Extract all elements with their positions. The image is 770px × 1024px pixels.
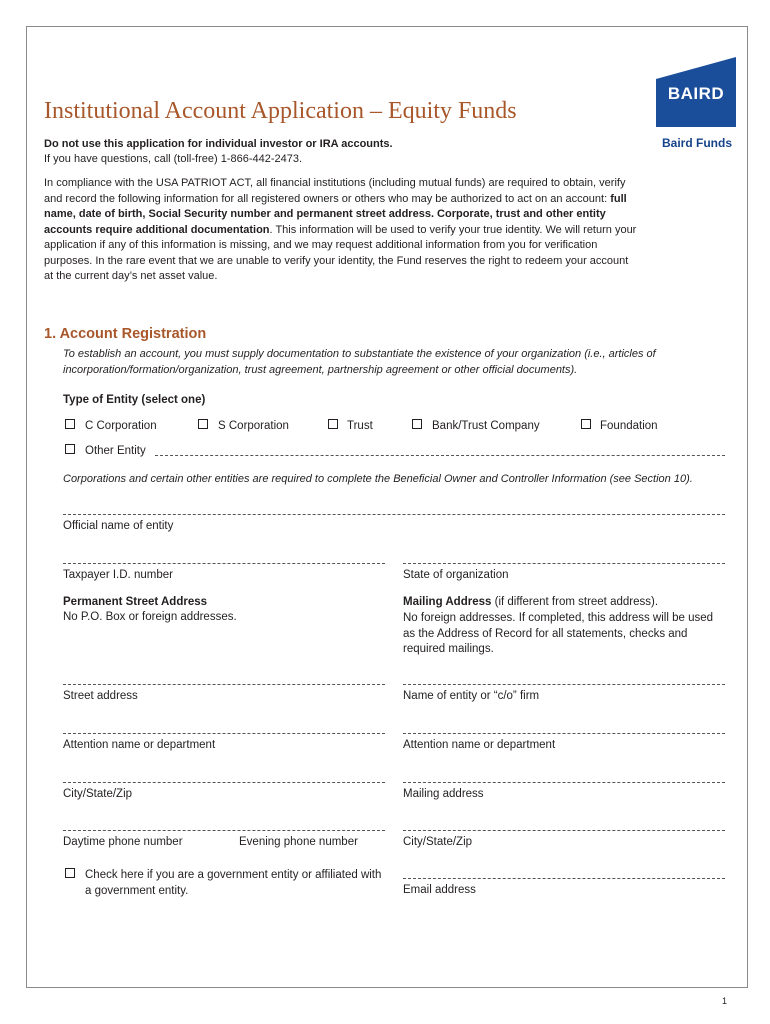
phone-line[interactable] — [63, 830, 385, 831]
page-title: Institutional Account Application – Equity Funds — [44, 98, 517, 124]
mailing-address-hint: (if different from street address). — [494, 596, 659, 608]
entity-type-hint: (select one) — [141, 394, 206, 406]
entity-type-title: Type of Entity — [63, 394, 139, 406]
city-right-label: City/State/Zip — [403, 836, 473, 848]
mailing-address-label: Mailing address — [403, 788, 484, 800]
attention-left-line[interactable] — [63, 733, 385, 734]
trust-label: Trust — [347, 420, 373, 432]
entity-name-line[interactable] — [403, 684, 725, 685]
official-name-line[interactable] — [63, 514, 725, 515]
state-org-label: State of organization — [403, 569, 509, 581]
state-org-line[interactable] — [403, 563, 725, 564]
other-entity-line[interactable] — [155, 455, 725, 456]
patriot-act-intro — [44, 176, 640, 285]
street-address-label: Street address — [63, 690, 138, 702]
bank-label: Bank/Trust Company — [432, 420, 540, 432]
city-left-line[interactable] — [63, 782, 385, 783]
c-corp-label: C Corporation — [85, 420, 157, 432]
email-label: Email address — [403, 884, 476, 896]
taxpayer-id-line[interactable] — [63, 563, 385, 564]
mailing-address-note: No foreign addresses. If completed, this address will be used as the Address of Record for all statements, checks and required mailings. — [403, 612, 714, 655]
beneficial-owner-note: Corporations and certain other entities are required to complete the Beneficial Owner and Controller Information (see Section 10). — [63, 473, 693, 485]
government-entity-checkbox[interactable] — [65, 868, 75, 878]
other-entity-label: Other Entity — [85, 445, 146, 457]
mailing-address-line[interactable] — [403, 782, 725, 783]
bank-checkbox[interactable] — [412, 419, 422, 429]
mailing-address-header — [403, 596, 658, 608]
section-instructions: To establish an account, you must supply documentation to substantiate the existence of your organization (i.e., articles of incorporation/formation/organization, trust agreement, partnership agreement or other official documents). — [63, 348, 656, 376]
email-line[interactable] — [403, 878, 725, 879]
trust-checkbox[interactable] — [328, 419, 338, 429]
mailing-address-title: Mailing Address — [403, 596, 492, 608]
s-corp-checkbox[interactable] — [198, 419, 208, 429]
notice-phone: If you have questions, call (toll-free) 1-866-442-2473. — [44, 153, 303, 165]
entity-type-label — [63, 393, 205, 409]
other-entity-checkbox[interactable] — [65, 444, 75, 454]
official-name-label: Official name of entity — [63, 520, 174, 532]
entity-name-label: Name of entity or “c/o” firm — [403, 690, 540, 702]
intro-text-2: . This information will be used to verify your true identity. We will return your application if any of this information is missing, and we may request additional information from you for verification purposes. In the rare event that we are unable to verify your identity, the Fund reserves the right to redeem your account at the current day’s net asset value. — [44, 223, 637, 282]
attention-left-label: Attention name or department — [63, 739, 216, 751]
intro-text-1: In compliance with the USA PATRIOT ACT, all financial institutions (including mutual funds) are required to obtain, verify and record the following information for all registered owners or others who may be authorized to act on an account: — [44, 177, 626, 205]
logo-subtitle: Baird Funds — [661, 136, 732, 150]
foundation-checkbox[interactable] — [581, 419, 591, 429]
government-entity-label: Check here if you are a government entity or affiliated with a government entity. — [85, 869, 382, 897]
attention-right-label: Attention name or department — [403, 739, 556, 751]
section-title: 1. Account Registration — [44, 326, 207, 342]
notice-bold: Do not use this application for individual investor or IRA accounts. — [44, 138, 393, 150]
c-corp-checkbox[interactable] — [65, 419, 75, 429]
street-address-line[interactable] — [63, 684, 385, 685]
city-right-line[interactable] — [403, 830, 725, 831]
perm-address-title: Permanent Street Address — [63, 596, 208, 608]
taxpayer-id-label: Taxpayer I.D. number — [63, 569, 173, 581]
perm-address-note: No P.O. Box or foreign addresses. — [63, 611, 237, 623]
city-left-label: City/State/Zip — [63, 788, 133, 800]
page-number: 1 — [722, 996, 728, 1006]
daytime-phone-label: Daytime phone number — [63, 836, 183, 848]
evening-phone-label: Evening phone number — [239, 836, 358, 848]
foundation-label: Foundation — [600, 420, 658, 432]
s-corp-label: S Corporation — [218, 420, 289, 432]
logo-name: BAIRD — [667, 84, 725, 103]
attention-right-line[interactable] — [403, 733, 725, 734]
intro-text-bold: full name, date of birth, Social Security number and permanent street address. Corporate, trust and other entity accounts require additional documentation — [44, 192, 627, 236]
